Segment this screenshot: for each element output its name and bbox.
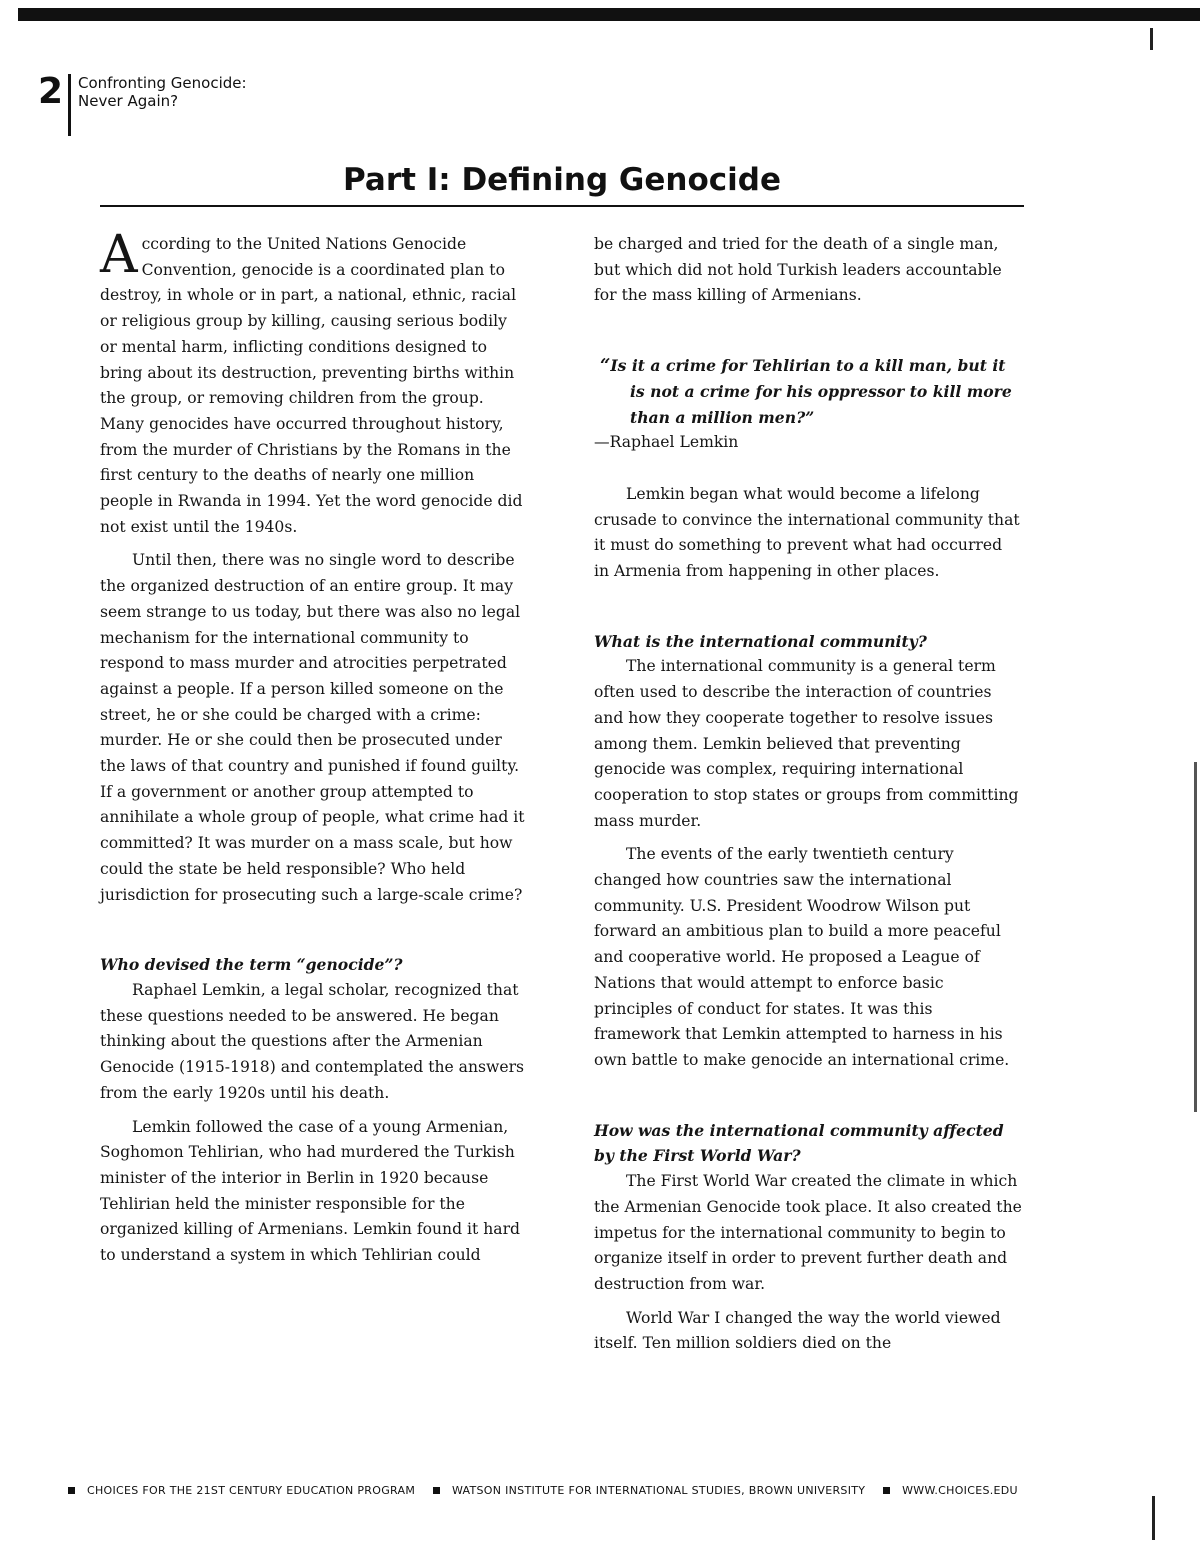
section-title (78, 74, 318, 110)
paragraph: The international community is a general term often used to describe the interaction of countries and how they cooperate together to resolve issues among them. Lemkin believed that preventing genocide was complex, requiring international cooperation to stop states or groups from committing mass murder. (594, 657, 1019, 830)
page-footer (68, 1484, 1018, 1506)
page-number: 2 (38, 71, 64, 112)
footer-website: WWW.CHOICES.EDU (902, 1484, 1018, 1497)
paragraph: World War I changed the way the world viewed itself. Ten million soldiers died on the (594, 1308, 1001, 1353)
paragraph: The First World War created the climate in which the Armenian Genocide took place. It also created the impetus for the international community to begin to organize itself in order to prevent further death and destruction from war. (594, 1172, 1022, 1293)
intro-paragraph (100, 225, 528, 540)
top-border-rule (18, 8, 1200, 21)
subheading: What is the international community? (594, 631, 927, 651)
scan-edge-mark-middle (1194, 762, 1197, 1112)
footer-program: CHOICES FOR THE 21ST CENTURY EDUCATION PROGRAM (87, 1484, 416, 1497)
footer-bullet (433, 1487, 440, 1494)
scan-edge-mark-bottom (1152, 1496, 1155, 1540)
paragraph: Raphael Lemkin, a legal scholar, recognized that these questions needed to be answered. He began thinking about the questions after the Armenian Genocide (1915-1918) and contemplated the answers from the early 1920s until his death. (100, 980, 525, 1102)
page-title: Part I: Defining Genocide (343, 162, 781, 198)
footer-bullet (883, 1487, 890, 1494)
quote-mark: “ (600, 355, 611, 377)
paragraph: Until then, there was no single word to describe the organized destruction of an entire group. It may seem strange to us today, but there was also no legal mechanism for the international community to respond to mass murder and atrocities perpetrated against a people. If a person killed someone on the street, he or she could be charged with a crime: murder. He or she could then be prosecuted under the laws of that country and punished if found guilty. If a government or another group attempted to annihilate a whole group of people, what crime had it committed? It was murder on a mass scale, but how could the state be held responsible? Who held jurisdiction for prosecuting such a large-scale crime? (100, 551, 525, 904)
paragraph: The events of the early twentieth century changed how countries saw the international community. U.S. President Woodrow Wilson put forward an ambitious plan to build a more peaceful and cooperative world. He proposed a League of Nations that would attempt to enforce basic principles of conduct for states. It was this framework that Lemkin attempted to harness in his own battle to make genocide an international crime. (594, 845, 1010, 1069)
section-title-line2: Never Again? (78, 92, 179, 110)
intro-paragraph-text: ccording to the United Nations Genocide Convention, genocide is a coordinated plan to destroy, in whole or in part, a national, ethnic, racial or religious group by killing, causing serious bodily or mental harm, inflicting conditions designed to bring about its destruction, preventing births within the group, or removing children from the group. Many genocides have occurred throughout history, from the murder of Christians by the Romans in the first century to the deaths of nearly one million people in Rwanda in 1994. Yet the word genocide did not exist until the 1940s. (100, 235, 523, 536)
paragraph: Lemkin began what would become a lifelong crusade to convince the international community that it must do something to prevent what had occurred in Armenia from happening in other places. (594, 484, 1020, 581)
scan-edge-mark-top (1150, 28, 1153, 50)
paragraph-continued: be charged and tried for the death of a single man, but which did not hold Turkish leaders accountable for the mass killing of Armenians. (594, 235, 1002, 305)
right-column (594, 232, 1022, 1357)
section-title-line1: Confronting Genocide: (78, 74, 247, 92)
subheading: How was the international community affected by the First World War? (594, 1120, 1004, 1166)
quote-attribution: —Raphael Lemkin (594, 433, 739, 452)
pull-quote-text: Is it a crime for Tehlirian to a kill man, but it is not a crime for his oppressor to kill more than a million men?” (610, 356, 1012, 427)
footer-institute: WATSON INSTITUTE FOR INTERNATIONAL STUDIES, BROWN UNIVERSITY (451, 1484, 866, 1497)
footer-bullet (68, 1487, 75, 1494)
title-underline (100, 205, 1024, 207)
pull-quote (594, 353, 1022, 430)
left-column (100, 225, 528, 1269)
paragraph: Lemkin followed the case of a young Armenian, Soghomon Tehlirian, who had murdered the Turkish minister of the interior in Berlin in 1920 because Tehlirian held the minister responsible for the organized killing of Armenians. Lemkin found it hard to understand a system in which Tehlirian could (100, 1117, 521, 1265)
subheading: Who devised the term “genocide”? (100, 955, 403, 975)
drop-cap: A (100, 225, 138, 285)
header-divider (68, 74, 71, 136)
